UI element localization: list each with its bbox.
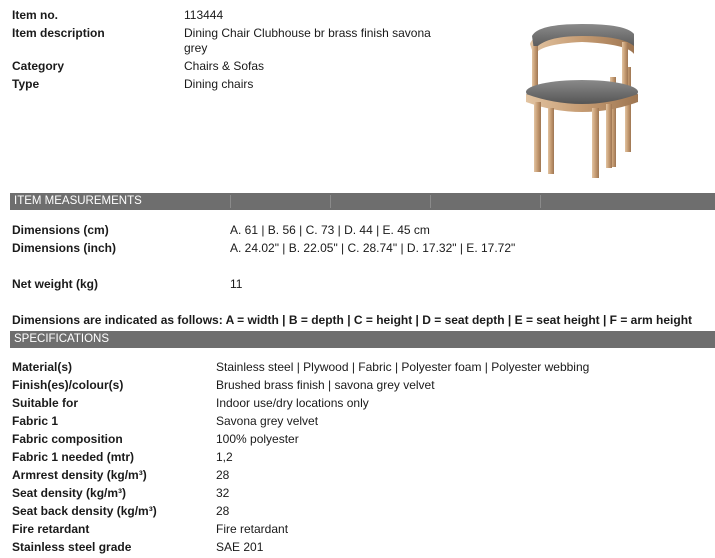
spec-value: 1,2	[216, 450, 233, 464]
spec-value: Indoor use/dry locations only	[216, 396, 369, 410]
item-no-value: 113444	[184, 8, 224, 22]
item-measurements-title: ITEM MEASUREMENTS	[14, 195, 142, 207]
spec-label: Finish(es)/colour(s)	[12, 378, 124, 392]
spec-value: 100% polyester	[216, 432, 299, 446]
item-measurements-header	[10, 193, 715, 210]
spec-value: Savona grey velvet	[216, 414, 319, 428]
item-description-label: Item description	[12, 26, 105, 40]
spec-label: Fire retardant	[12, 522, 90, 536]
spec-value: Stainless steel | Plywood | Fabric | Polyester foam | Polyester webbing	[216, 360, 590, 374]
spec-value: 28	[216, 468, 230, 482]
spec-value: 28	[216, 504, 230, 518]
dimensions-cm-label: Dimensions (cm)	[12, 223, 109, 237]
item-description-line-1: Dining Chair Clubhouse br brass finish savona	[184, 26, 431, 40]
spec-value: Brushed brass finish | savona grey velvet	[216, 378, 435, 392]
spec-label: Fabric 1 needed (mtr)	[12, 450, 135, 464]
net-weight-value: 11	[230, 277, 243, 291]
net-weight-label: Net weight (kg)	[12, 277, 98, 291]
dimensions-inch-label: Dimensions (inch)	[12, 241, 117, 255]
spec-label: Material(s)	[12, 360, 73, 374]
specifications-header	[10, 331, 715, 348]
spec-label: Fabric composition	[12, 432, 123, 446]
item-no-label: Item no.	[12, 8, 59, 22]
type-value: Dining chairs	[184, 77, 254, 91]
header-divider	[330, 195, 331, 208]
dimensions-cm-value: A. 61 | B. 56 | C. 73 | D. 44 | E. 45 cm	[230, 223, 430, 237]
header-divider	[230, 195, 231, 208]
type-label: Type	[12, 77, 40, 91]
item-description-line-2: grey	[184, 41, 208, 55]
header-divider	[540, 195, 541, 208]
category-label: Category	[12, 59, 65, 73]
spec-label: Fabric 1	[12, 414, 59, 428]
category-value: Chairs & Sofas	[184, 59, 265, 73]
spec-value: Fire retardant	[216, 522, 289, 536]
spec-value: SAE 201	[216, 540, 264, 554]
spec-value: 32	[216, 486, 230, 500]
dimensions-inch-value: A. 24.02" | B. 22.05" | C. 28.74" | D. 17.32" | E. 17.72"	[230, 241, 516, 255]
spec-label: Suitable for	[12, 396, 79, 410]
header-divider	[430, 195, 431, 208]
specifications-title: SPECIFICATIONS	[14, 333, 109, 345]
spec-label: Stainless steel grade	[12, 540, 132, 554]
dimensions-legend-note: Dimensions are indicated as follows: A = width | B = depth | C = height | D = seat depth | E = seat height | F = arm height	[12, 313, 693, 327]
spec-label: Seat back density (kg/m³)	[12, 504, 157, 518]
spec-label: Armrest density (kg/m³)	[12, 468, 147, 482]
product-image	[522, 22, 642, 182]
spec-label: Seat density (kg/m³)	[12, 486, 127, 500]
